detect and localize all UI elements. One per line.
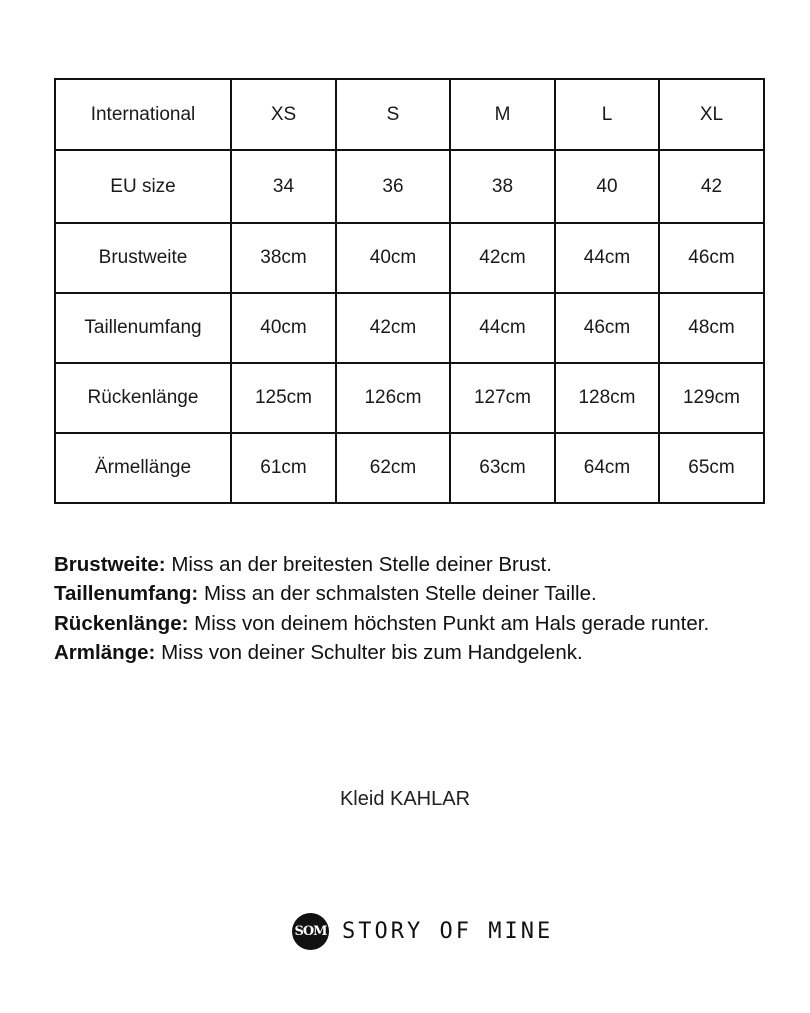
table-row [55,433,764,503]
row-label-cell: Brustweite [55,223,231,293]
value-cell: 40cm [336,223,450,293]
brand-monogram-icon: SOM [292,913,329,950]
note-back-length [54,609,754,638]
value-cell: 36 [336,150,450,223]
note-term: Rückenlänge: [54,611,189,635]
value-cell: 40 [555,150,659,223]
note-text: Miss von deinem höchsten Punkt am Hals gerade runter. [188,611,710,635]
table-row [55,363,764,433]
value-cell: 126cm [336,363,450,433]
size-header-cell: S [336,79,450,150]
value-cell: 128cm [555,363,659,433]
value-cell: 65cm [659,433,764,503]
table-header-row [55,79,764,150]
value-cell: 38 [450,150,555,223]
value-cell: 125cm [231,363,336,433]
size-chart-table [54,78,765,504]
size-header-cell: M [450,79,555,150]
value-cell: 129cm [659,363,764,433]
row-label-cell: Taillenumfang [55,293,231,363]
value-cell: 42 [659,150,764,223]
table-row [55,223,764,293]
value-cell: 40cm [231,293,336,363]
value-cell: 48cm [659,293,764,363]
table-row [55,293,764,363]
row-label-cell: Rückenlänge [55,363,231,433]
size-header-cell: XS [231,79,336,150]
size-header-cell: L [555,79,659,150]
table-row [55,150,764,223]
note-text: Miss an der schmalsten Stelle deiner Taille. [198,582,597,606]
value-cell: 34 [231,150,336,223]
brand-logo [292,912,553,950]
note-term: Armlänge: [54,640,156,664]
value-cell: 61cm [231,433,336,503]
value-cell: 64cm [555,433,659,503]
note-waist [54,579,754,608]
row-label-cell: Ärmellänge [55,433,231,503]
note-text: Miss von deiner Schulter bis zum Handgelenk. [155,640,583,664]
value-cell: 44cm [555,223,659,293]
value-cell: 42cm [450,223,555,293]
value-cell: 62cm [336,433,450,503]
brand-name: STORY OF MINE [342,918,554,944]
value-cell: 46cm [659,223,764,293]
note-term: Brustweite: [54,553,166,576]
value-cell: 63cm [450,433,555,503]
note-arm-length [54,638,754,667]
note-term: Taillenumfang: [54,582,199,606]
value-cell: 42cm [336,293,450,363]
measurement-notes [54,550,754,667]
value-cell: 46cm [555,293,659,363]
product-name: Kleid KAHLAR [339,788,471,810]
size-header-cell: XL [659,79,764,150]
value-cell: 127cm [450,363,555,433]
value-cell: 38cm [231,223,336,293]
note-chest [54,550,754,579]
value-cell: 44cm [450,293,555,363]
header-label-cell: International [55,79,231,150]
note-text: Miss an der breitesten Stelle deiner Brust. [165,553,552,576]
row-label-cell: EU size [55,150,231,223]
